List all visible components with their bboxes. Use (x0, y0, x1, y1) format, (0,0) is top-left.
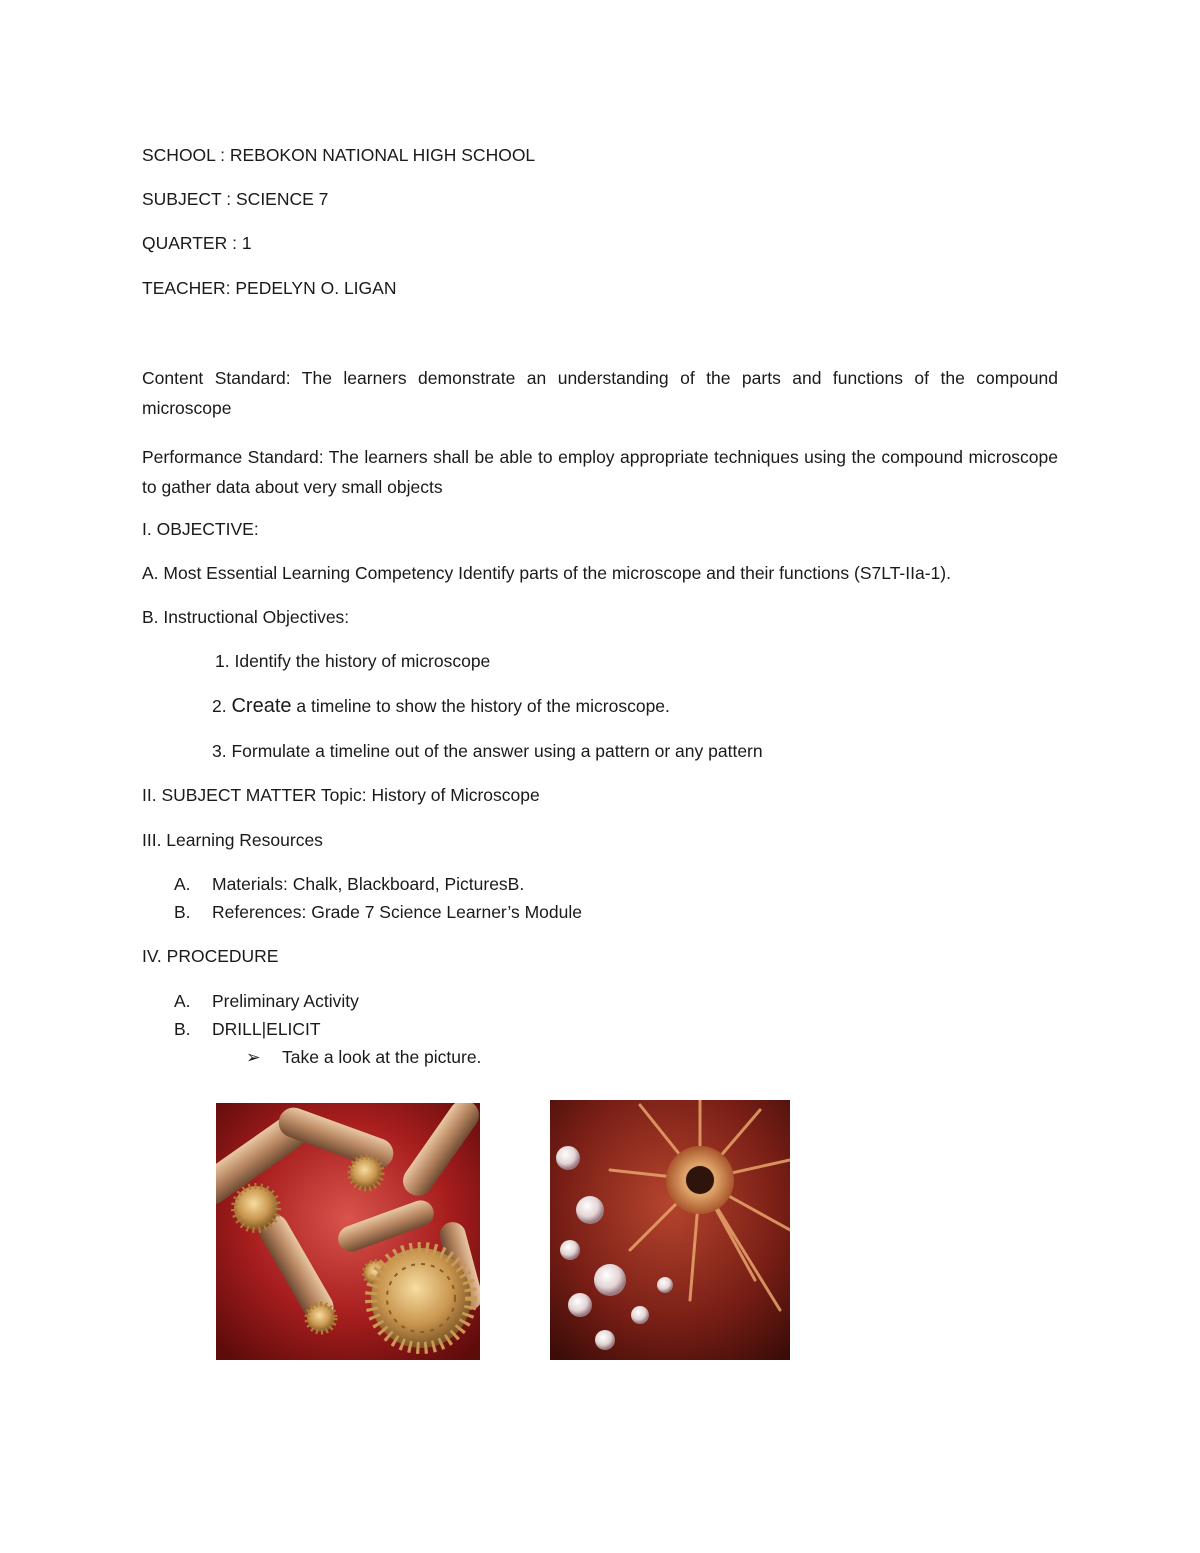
bacteria-viruses-image (216, 1103, 480, 1360)
melc-line: A. Most Essential Learning Competency Identify parts of the microscope and their functions (S7LT-IIa-1). (142, 563, 951, 583)
procedure-label: A. (174, 991, 191, 1011)
procedure-heading: IV. PROCEDURE (142, 946, 279, 966)
objective-item-3 (212, 741, 763, 762)
arrow-bullet-icon: ➢ (246, 1047, 261, 1067)
objective-item-2 (212, 695, 670, 718)
objective-item-num: 1. (215, 651, 230, 671)
resource-label: A. (174, 874, 191, 894)
procedure-text: Preliminary Activity (212, 991, 359, 1011)
resource-text: Materials: Chalk, Blackboard, PicturesB. (212, 874, 525, 894)
teacher-line: TEACHER: PEDELYN O. LIGAN (142, 278, 397, 298)
objective-item-num: 2. (212, 696, 227, 716)
instructional-objectives-heading: B. Instructional Objectives: (142, 607, 350, 627)
resource-label: B. (174, 902, 191, 922)
immune-cells-image (550, 1100, 790, 1360)
procedure-text: DRILL|ELICIT (212, 1019, 321, 1039)
quarter-line: QUARTER : 1 (142, 233, 252, 253)
objective-item-1 (215, 651, 490, 672)
objective-item-emphasis: Create (231, 695, 292, 717)
objective-item-text: Identify the history of microscope (234, 651, 491, 671)
objective-item-text: a timeline to show the history of the microscope. (296, 696, 670, 716)
bullet-text: Take a look at the picture. (282, 1047, 482, 1067)
content-standard: Content Standard: The learners demonstrate an understanding of the parts and functions of the compound microscope (142, 368, 1058, 418)
school-line: SCHOOL : REBOKON NATIONAL HIGH SCHOOL (142, 145, 536, 165)
resource-text: References: Grade 7 Science Learner’s Module (212, 902, 582, 922)
resources-heading: III. Learning Resources (142, 830, 323, 850)
objective-item-num: 3. (212, 741, 227, 761)
subject-matter-line: II. SUBJECT MATTER Topic: History of Microscope (142, 785, 540, 805)
objective-item-text: Formulate a timeline out of the answer using a pattern or any pattern (231, 741, 763, 761)
subject-line: SUBJECT : SCIENCE 7 (142, 189, 329, 209)
objective-heading: I. OBJECTIVE: (142, 519, 259, 539)
performance-standard: Performance Standard: The learners shall be able to employ appropriate techniques using the compound microscope to gather data about very small objects (142, 447, 1058, 497)
procedure-label: B. (174, 1019, 191, 1039)
